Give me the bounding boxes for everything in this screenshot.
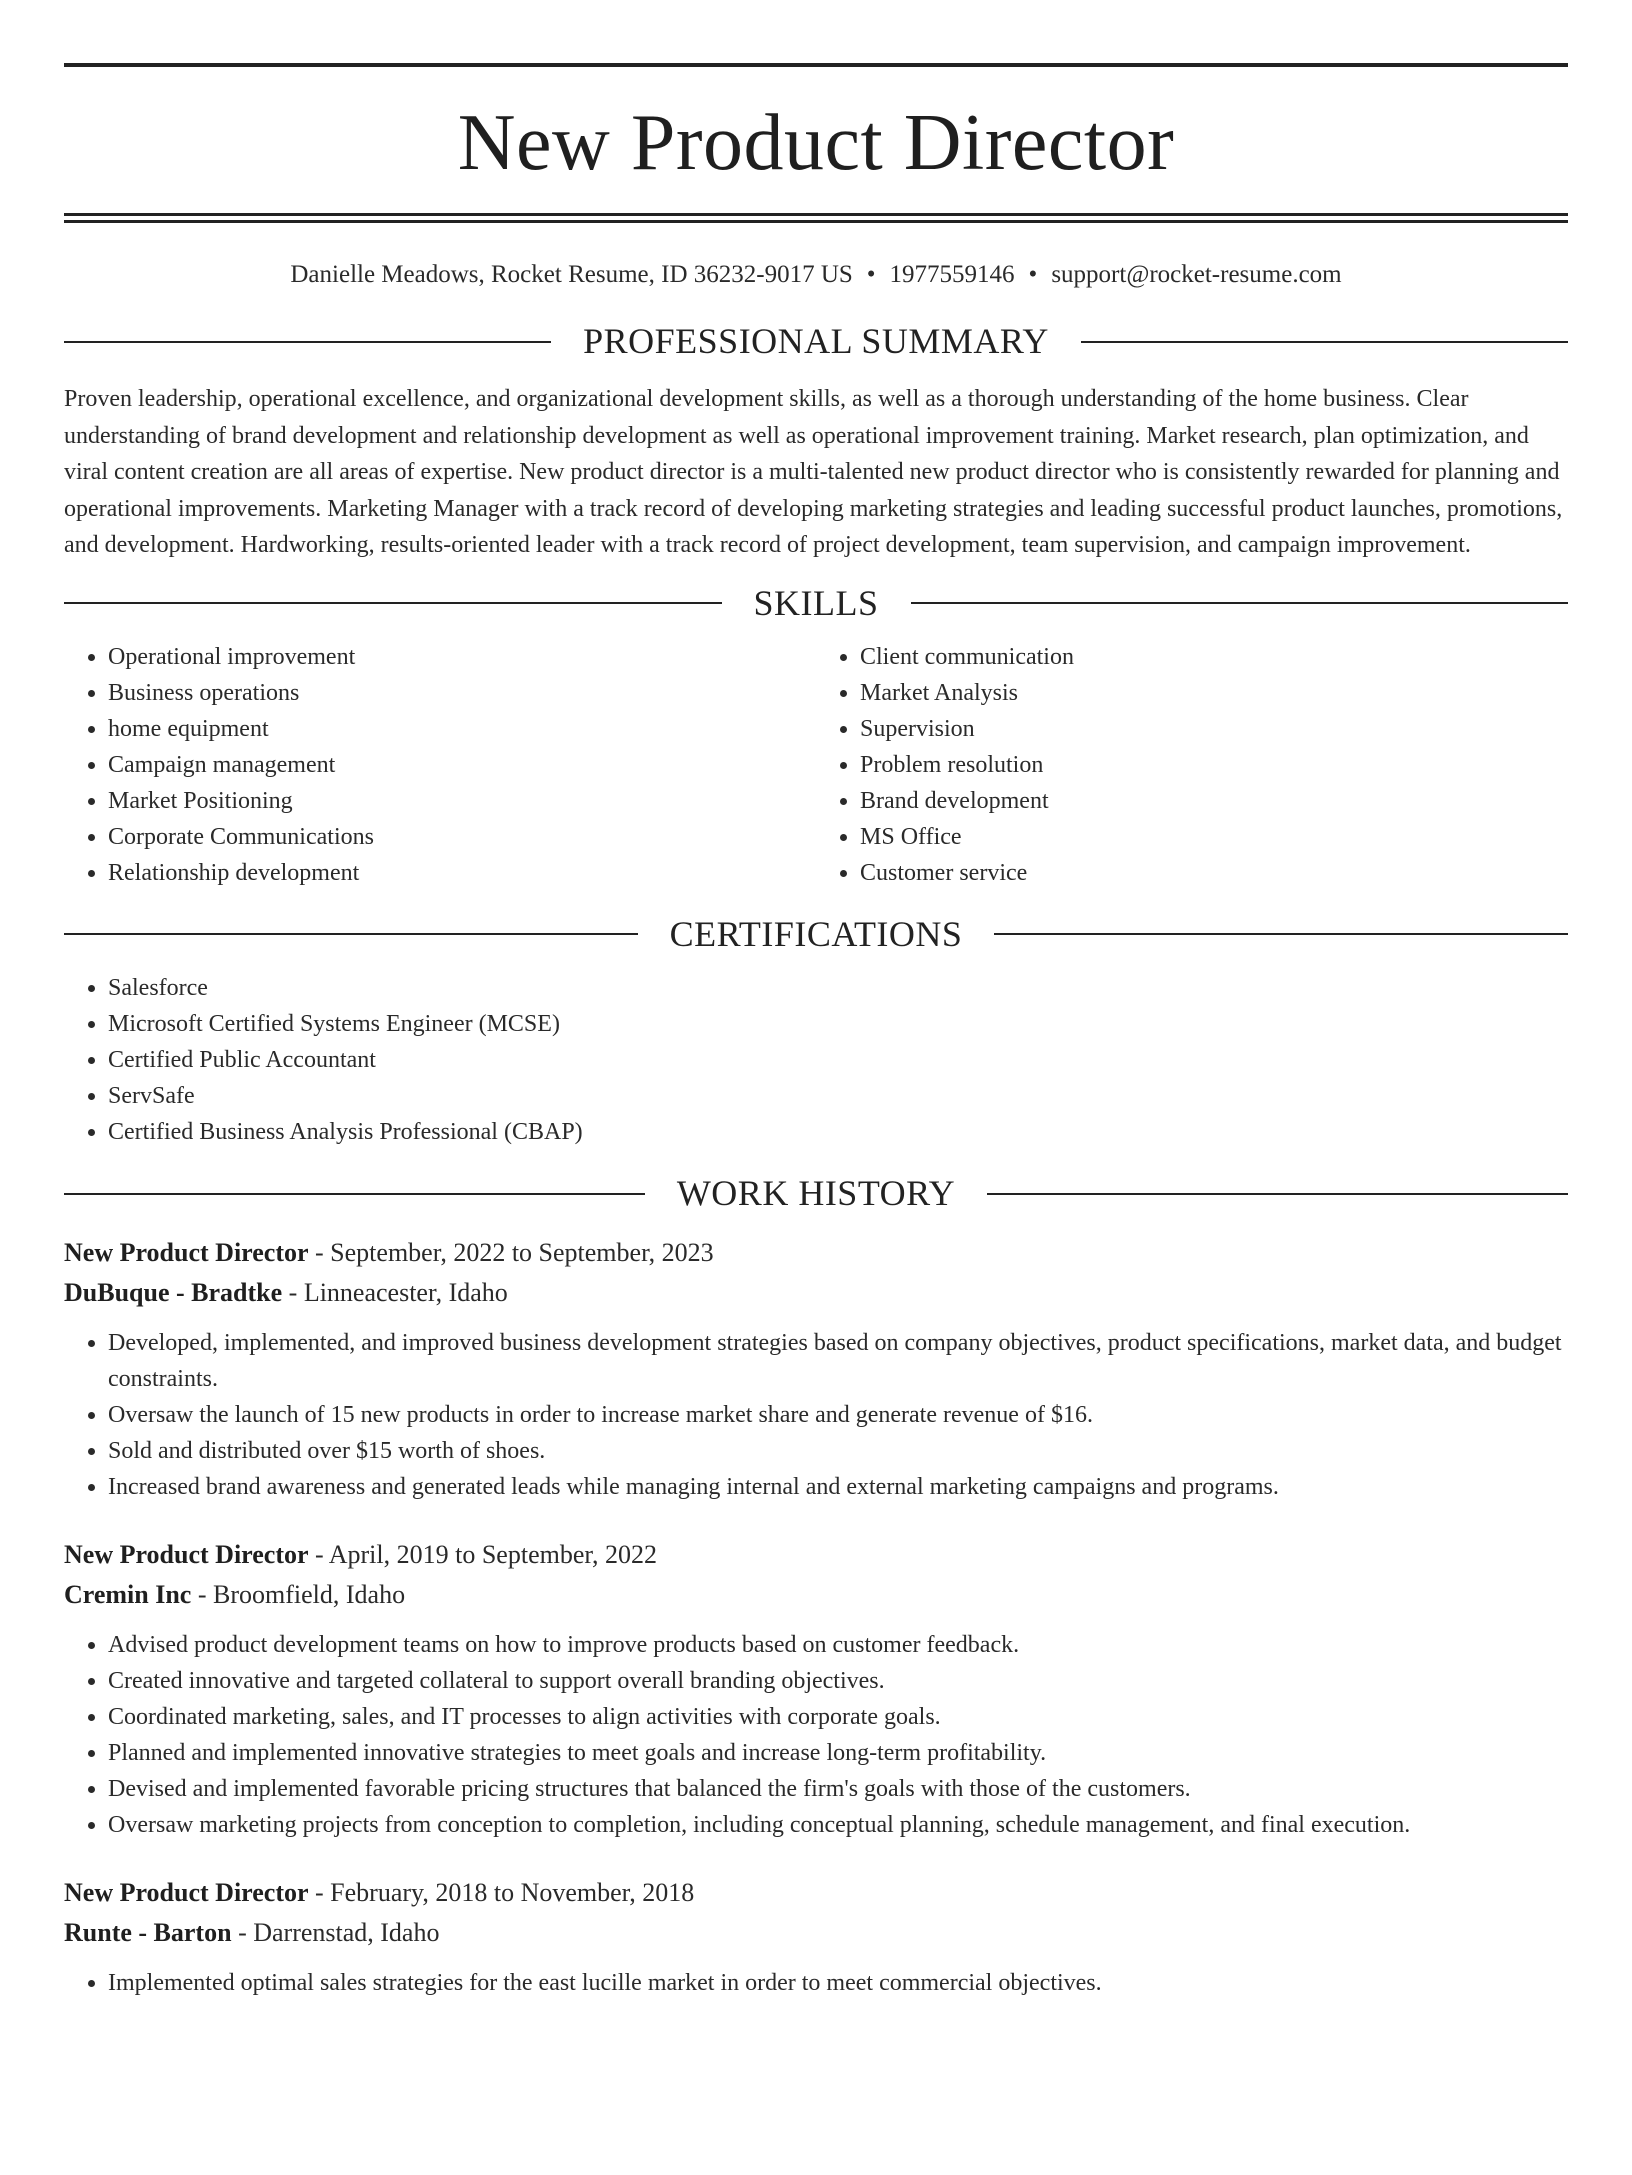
job-entry — [64, 1233, 1568, 1505]
job-bullet: • Oversaw the launch of 15 new products in order to increase market share and generate revenue of $16. — [108, 1397, 1568, 1433]
skills-list-left — [64, 639, 816, 891]
skill-item: • Operational improvement — [108, 639, 816, 675]
section-header-work-history — [64, 1172, 1568, 1215]
top-rule — [64, 63, 1568, 67]
skill-item: • Customer service — [860, 855, 1568, 891]
job-location: - Linneacester, Idaho — [282, 1278, 508, 1308]
section-header-skills — [64, 582, 1568, 625]
job-dates: - February, 2018 to November, 2018 — [308, 1878, 695, 1908]
certification-item: • Microsoft Certified Systems Engineer (MCSE) — [108, 1006, 1568, 1042]
job-title: New Product Director — [64, 1540, 309, 1570]
contact-address: Danielle Meadows, Rocket Resume, ID 36232-9017 US — [290, 261, 853, 288]
job-location: - Broomfield, Idaho — [191, 1580, 406, 1610]
summary-paragraph: Proven leadership, operational excellence, and organizational development skills, as well as a thorough understanding of the home business. Clear understanding of brand development and relationship development as well as operational improvement training. Market research, plan optimization, and viral content creation are all areas of expertise. New product director is a multi-talented new product director who is consistently rewarded for planning and operational improvements. Marketing Manager with a track record of developing marketing strategies and leading successful product launches, promotions, and development. Hardworking, results-oriented leader with a track record of project development, team supervision, and campaign improvement. — [64, 386, 1563, 559]
job-company: Cremin Inc — [64, 1580, 192, 1610]
skill-item: • home equipment — [108, 711, 816, 747]
section-title-certifications: CERTIFICATIONS — [669, 913, 963, 954]
job-bullet: • Created innovative and targeted collateral to support overall branding objectives. — [108, 1663, 1568, 1699]
certification-item: • Certified Business Analysis Professional (CBAP) — [108, 1114, 1568, 1150]
job-company-line — [64, 1273, 1568, 1313]
section-header-summary — [64, 320, 1568, 363]
job-company: Runte - Barton — [64, 1918, 232, 1948]
certification-item: • ServSafe — [108, 1078, 1568, 1114]
section-rule — [994, 933, 1568, 935]
skill-item: • Client communication — [860, 639, 1568, 675]
section-title-summary: PROFESSIONAL SUMMARY — [583, 321, 1049, 361]
section-title-work-history: WORK HISTORY — [676, 1173, 956, 1214]
certification-item: • Certified Public Accountant — [108, 1042, 1568, 1078]
job-bullet: • Planned and implemented innovative strategies to meet goals and increase long-term profitability. — [108, 1735, 1568, 1771]
job-bullet: • Oversaw marketing projects from conception to completion, including conceptual planning, schedule management, and final execution. — [108, 1807, 1568, 1843]
skill-item: • MS Office — [860, 819, 1568, 855]
job-title-line — [64, 1535, 1568, 1575]
section-rule — [1081, 341, 1568, 343]
job-company: DuBuque - Bradtke — [64, 1278, 283, 1308]
job-location: - Darrenstad, Idaho — [231, 1918, 440, 1948]
skill-item: • Campaign management — [108, 747, 816, 783]
section-rule — [64, 602, 722, 604]
title-double-rule — [64, 213, 1568, 223]
resume-title: New Product Director — [457, 99, 1175, 187]
contact-separator: • — [1028, 261, 1038, 288]
contact-separator: • — [866, 261, 876, 288]
certifications-list — [64, 970, 1568, 1150]
skill-item: • Supervision — [860, 711, 1568, 747]
job-dates: - September, 2022 to September, 2023 — [308, 1238, 714, 1268]
section-rule — [911, 602, 1569, 604]
section-rule — [64, 341, 551, 343]
job-entry — [64, 1535, 1568, 1843]
contact-email: support@rocket-resume.com — [1051, 261, 1342, 288]
job-bullet: • Sold and distributed over $15 worth of shoes. — [108, 1433, 1568, 1469]
section-title-skills: SKILLS — [753, 582, 879, 623]
job-bullet: • Advised product development teams on how to improve products based on customer feedback. — [108, 1627, 1568, 1663]
work-history-list — [64, 1233, 1568, 2001]
skill-item: • Relationship development — [108, 855, 816, 891]
skill-item: • Market Positioning — [108, 783, 816, 819]
job-title-line — [64, 1873, 1568, 1913]
job-entry — [64, 1873, 1568, 2001]
certification-item: • Salesforce — [108, 970, 1568, 1006]
job-title: New Product Director — [64, 1238, 309, 1268]
skills-list-right — [816, 639, 1568, 891]
skill-item: • Business operations — [108, 675, 816, 711]
skill-item: • Market Analysis — [860, 675, 1568, 711]
section-rule — [64, 1193, 645, 1195]
section-header-certifications — [64, 913, 1568, 956]
job-title: New Product Director — [64, 1878, 309, 1908]
section-rule — [987, 1193, 1568, 1195]
job-bullet: • Developed, implemented, and improved business development strategies based on company objectives, product specifications, market data, and budget constraints. — [108, 1325, 1568, 1397]
section-rule — [64, 933, 638, 935]
skills-grid — [64, 639, 1568, 891]
contact-phone: 1977559146 — [889, 261, 1015, 288]
job-dates: - April, 2019 to September, 2022 — [308, 1540, 657, 1570]
job-bullets — [64, 1627, 1568, 1843]
job-bullet: • Coordinated marketing, sales, and IT processes to align activities with corporate goals. — [108, 1699, 1568, 1735]
skill-item: • Brand development — [860, 783, 1568, 819]
job-bullet: • Implemented optimal sales strategies for the east lucille market in order to meet commercial objectives. — [108, 1965, 1568, 2001]
skill-item: • Corporate Communications — [108, 819, 816, 855]
contact-line — [64, 260, 1568, 290]
resume-page — [0, 63, 1632, 2175]
job-company-line — [64, 1913, 1568, 1953]
skill-item: • Problem resolution — [860, 747, 1568, 783]
job-company-line — [64, 1575, 1568, 1615]
job-bullet: • Increased brand awareness and generated leads while managing internal and external marketing campaigns and programs. — [108, 1469, 1568, 1505]
job-bullet: • Devised and implemented favorable pricing structures that balanced the firm's goals with those of the customers. — [108, 1771, 1568, 1807]
job-bullets — [64, 1325, 1568, 1505]
job-title-line — [64, 1233, 1568, 1273]
job-bullets — [64, 1965, 1568, 2001]
